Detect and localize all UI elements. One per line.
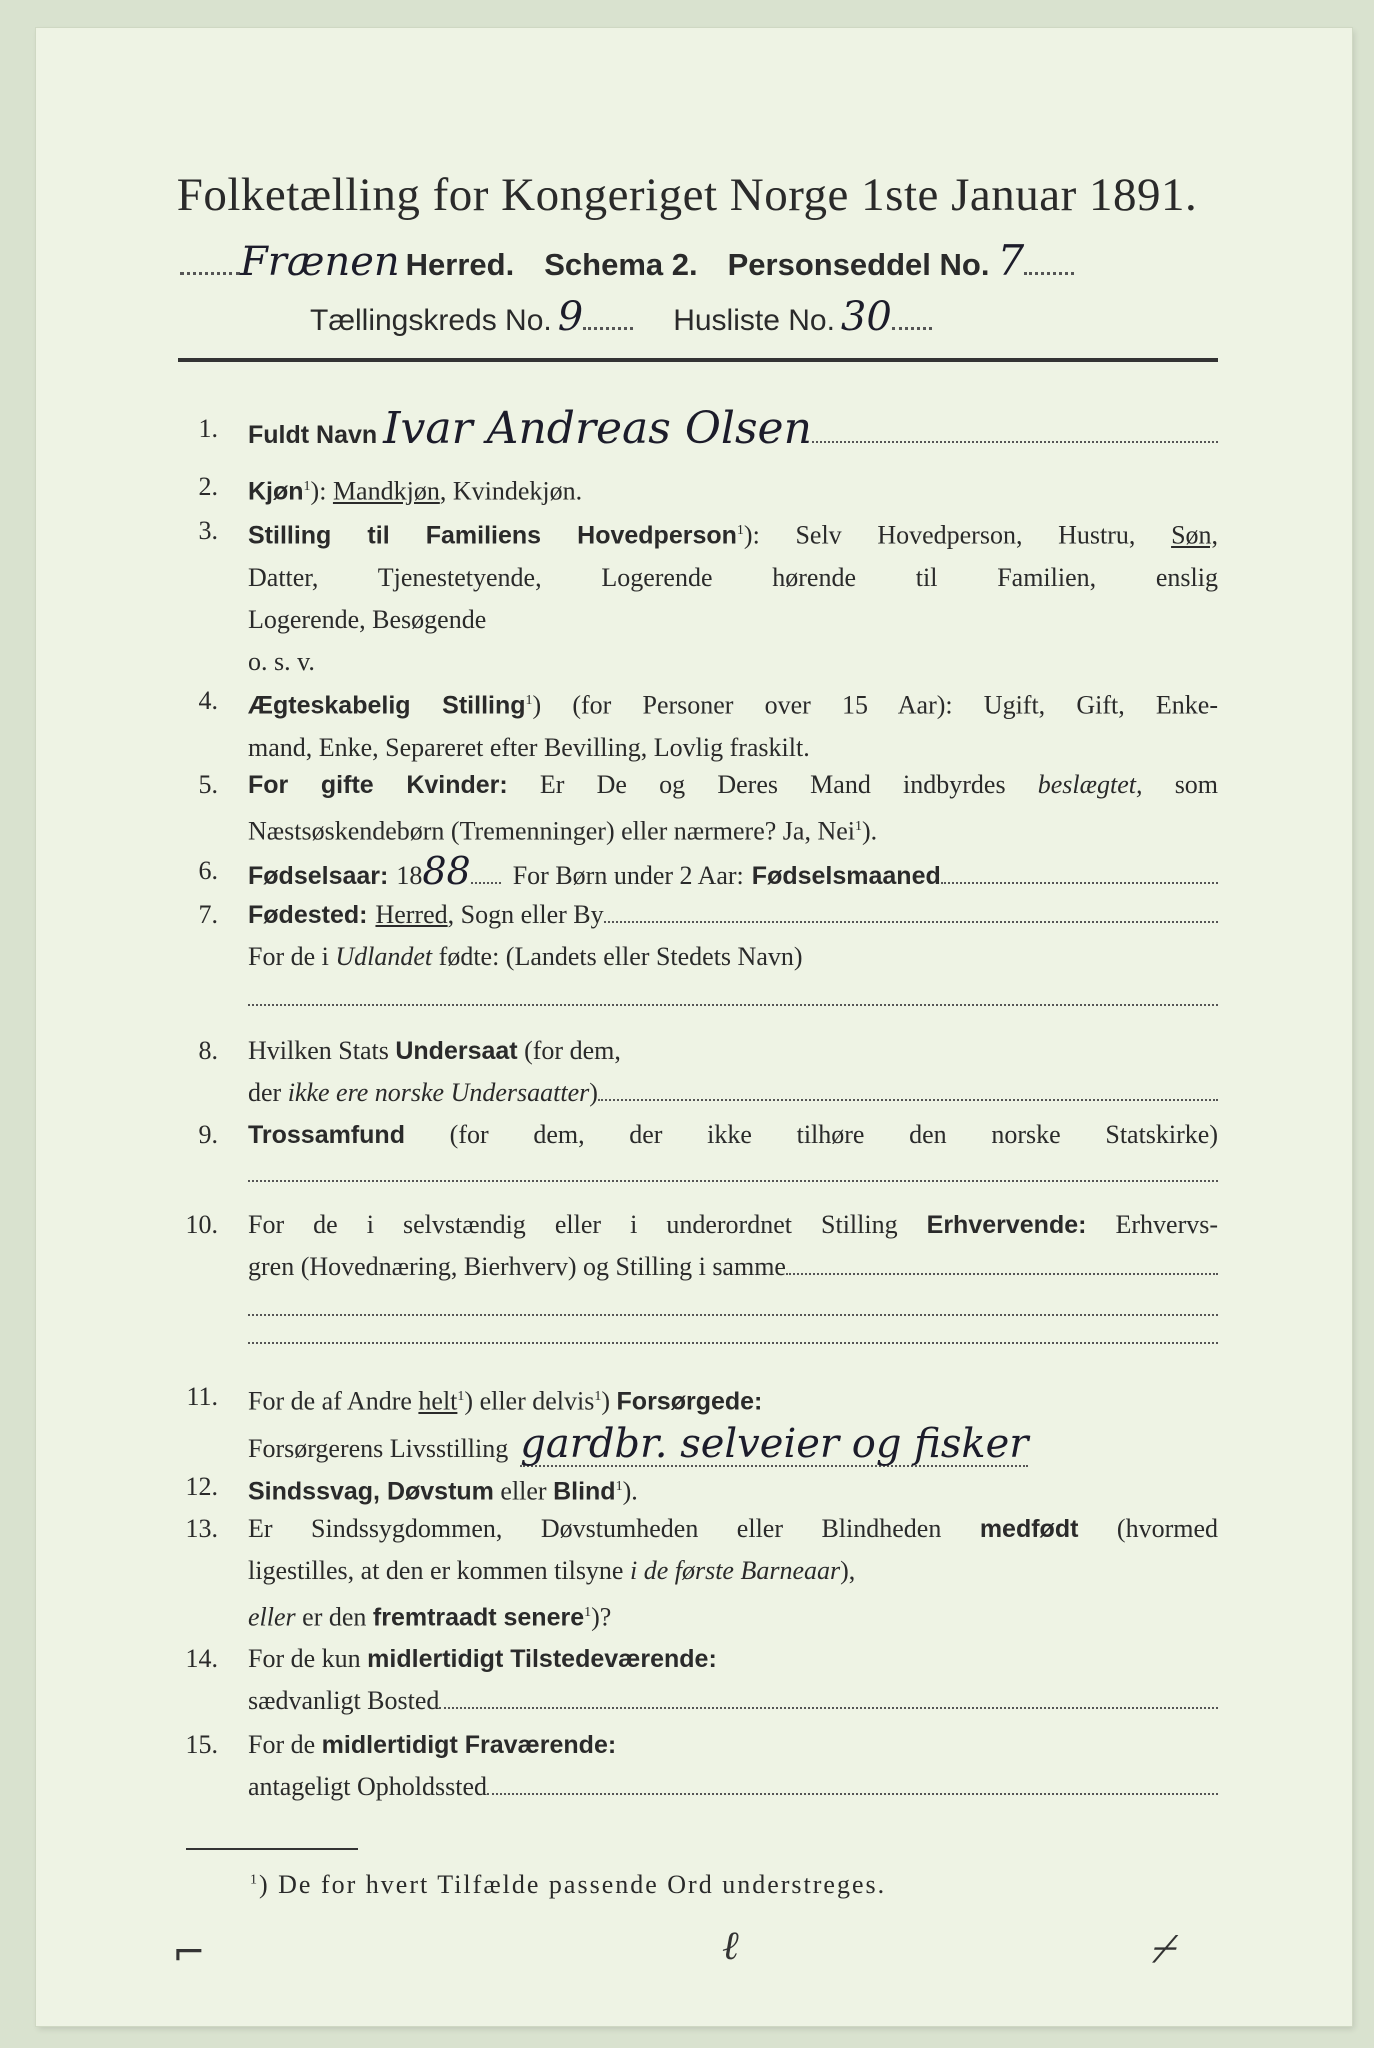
personseddel-number: 7 — [997, 236, 1025, 285]
sex-option-male: Mandkjøn — [332, 476, 440, 506]
dotted-fill — [487, 1793, 1218, 1795]
blind-label: Blind — [553, 1477, 616, 1506]
dotted-fill — [892, 321, 932, 330]
question-number: 10. — [185, 1210, 218, 1239]
probable-stay-label: antageligt Opholdssted — [248, 1772, 488, 1801]
footnote-ref: 1 — [303, 479, 311, 494]
temp-present-text: For de kun — [248, 1644, 361, 1673]
dotted-fill — [471, 882, 501, 884]
position-label: Stilling til Familiens Hovedperson — [248, 521, 737, 550]
dotted-fill — [248, 1294, 1218, 1316]
birth-month-text: For Børn under 2 Aar: — [512, 861, 744, 890]
header-line-herred — [180, 236, 1220, 285]
citizenship-text: Hvilken Stats — [248, 1036, 389, 1065]
question-number: 13. — [185, 1514, 218, 1543]
supported-option-whole: helt — [418, 1386, 458, 1416]
herred-name-handwritten: Frænen — [240, 239, 400, 285]
birth-year-prefix: 18 — [396, 861, 423, 890]
birth-month-label: Fødselsmaaned — [751, 862, 941, 890]
sex-option-female: , Kvindekjøn. — [439, 476, 583, 506]
citizenship-text-2: (for dem, — [524, 1036, 621, 1065]
dotted-fill — [248, 984, 1218, 1006]
footnote-ref: 1 — [855, 819, 862, 834]
temp-absent-label: midlertidigt Fraværende: — [321, 1731, 617, 1759]
position-text-4: o. s. v. — [248, 646, 315, 676]
husliste-number: 30 — [840, 294, 892, 340]
dotted-fill — [248, 1322, 1218, 1344]
religion-text: (for dem, der ikke tilhøre den norske Statskirke) — [449, 1120, 1219, 1149]
married-women-text-2: Næstsøskendebørn (Tremenninger) eller nærmere? Ja, Nei — [248, 816, 855, 846]
congenital-label: medfødt — [979, 1515, 1079, 1543]
position-text-2: Datter, Tjenestetyende, Logerende hørende til Familien, enslig — [248, 562, 1218, 592]
question-number: 5. — [198, 770, 218, 799]
question-number: 12. — [185, 1472, 218, 1501]
dotted-fill — [248, 1160, 1218, 1182]
marital-label: Ægteskabelig Stilling — [248, 691, 526, 720]
footnote-text: ) De for hvert Tilfælde passende Ord understreges. — [259, 1870, 887, 1899]
question-number: 14. — [185, 1644, 218, 1673]
birthplace-label: Fødested: — [248, 901, 368, 929]
married-women-end: ). — [862, 816, 878, 846]
abroad-word: Udlandet — [335, 942, 433, 971]
provider-occupation-label: Forsørgerens Livsstilling — [248, 1433, 509, 1463]
footnote-ref: 1 — [525, 693, 533, 708]
kreds-label: Tællingskreds No. — [310, 304, 552, 337]
dotted-fill — [604, 921, 1218, 923]
married-women-label: For gifte Kvinder: — [248, 771, 508, 799]
congenital-text-3: ligestilles, at den er kommen tilsyne — [248, 1556, 624, 1585]
birthplace-text: , Sogn eller By — [447, 900, 604, 929]
position-option-son: Søn, — [1171, 520, 1219, 550]
religion-label: Trossamfund — [248, 1121, 405, 1149]
citizenship-label: Undersaat — [395, 1037, 518, 1065]
personseddel-label: Personseddel No. — [727, 247, 990, 282]
occupation-label: Erhvervende: — [926, 1211, 1087, 1239]
question-number: 11. — [186, 1382, 218, 1411]
dotted-fill — [180, 266, 240, 275]
footnote-ref: 1 — [615, 1479, 623, 1494]
dotted-fill — [583, 321, 633, 330]
dotted-fill — [786, 1273, 1218, 1275]
question-number: 2. — [198, 472, 218, 501]
marital-text-2: mand, Enke, Separeret efter Bevilling, Lovlig fraskilt. — [248, 732, 810, 762]
sex-colon: ): — [310, 476, 327, 506]
supported-text-2: ) eller delvis — [464, 1386, 595, 1416]
dotted-fill — [439, 1707, 1218, 1709]
husliste-label: Husliste No. — [673, 304, 835, 337]
occupation-text-2: Erhvervs- — [1115, 1210, 1219, 1239]
header-line-kreds — [310, 294, 1110, 340]
dotted-fill — [941, 882, 1218, 884]
provider-occupation-value: gardbr. selveier og fisker — [520, 1420, 1029, 1467]
dotted-fill — [812, 441, 1218, 443]
supported-text: For de af Andre — [248, 1386, 412, 1416]
pencil-mark: ℓ — [722, 1923, 739, 1969]
position-text-3: Logerende, Besøgende — [248, 604, 487, 634]
question-number: 4. — [198, 686, 218, 715]
congenital-paren: ), — [840, 1556, 856, 1585]
question-number: 9. — [198, 1120, 218, 1149]
question-number: 15. — [185, 1730, 218, 1759]
married-women-related: beslægtet, — [1037, 770, 1143, 799]
question-number: 7. — [198, 900, 218, 929]
dotted-fill — [1024, 266, 1074, 275]
supported-label: Forsørgede: — [616, 1387, 763, 1416]
birth-year-value: 88 — [422, 849, 471, 893]
question-number: 6. — [198, 856, 218, 885]
disability-text: eller — [500, 1476, 547, 1506]
footnote-marker: 1 — [250, 1872, 259, 1888]
footnote-ref: 1 — [584, 1605, 592, 1620]
married-women-text-end: som — [1174, 770, 1219, 799]
pencil-mark: ⌐ — [172, 1930, 206, 1976]
congenital-or: eller — [248, 1602, 296, 1632]
congenital-text-2: (hvormed — [1116, 1514, 1219, 1543]
header-rule — [178, 358, 1218, 362]
citizenship-text-3: der — [248, 1078, 282, 1107]
congenital-text: Er Sindssygdommen, Døvstumheden eller Blindheden — [248, 1514, 942, 1543]
full-name-label: Fuldt Navn — [248, 421, 378, 449]
occupation-text-3: gren (Hovednæring, Bierhverv) og Stilling i samme — [248, 1252, 786, 1281]
abroad-text-2: fødte: (Landets eller Stedets Navn) — [438, 942, 803, 971]
birthplace-option-herred: Herred — [375, 900, 448, 929]
footnote-ref: 1 — [594, 1389, 602, 1404]
dotted-fill — [598, 1099, 1218, 1101]
kreds-number: 9 — [557, 294, 584, 340]
usual-residence-label: sædvanligt Bosted — [248, 1686, 440, 1715]
temp-present-label: midlertidigt Tilstedeværende: — [367, 1645, 717, 1673]
footnote-ref: 1 — [736, 523, 744, 538]
disability-label: Sindssvag, Døvstum — [248, 1477, 494, 1506]
married-women-text: Er De og Deres Mand indbyrdes — [539, 770, 1006, 799]
supported-paren: ) — [601, 1386, 611, 1416]
disability-end: ). — [622, 1476, 638, 1506]
later-onset-label: fremtraadt senere — [372, 1603, 585, 1632]
question-number: 8. — [198, 1036, 218, 1065]
citizenship-end: ) — [589, 1078, 598, 1107]
footnote — [250, 1870, 886, 1900]
full-name-value: Ivar Andreas Olsen — [383, 403, 812, 454]
pencil-mark: ⌿ — [1150, 1926, 1174, 1972]
herred-label: Herred. — [405, 247, 515, 282]
congenital-end: )? — [591, 1602, 612, 1632]
sex-label: Kjøn — [248, 477, 304, 506]
abroad-text: For de i — [248, 942, 329, 971]
schema-label: Schema 2. — [544, 247, 698, 282]
question-number: 3. — [198, 516, 218, 545]
footnote-ref: 1 — [457, 1389, 465, 1404]
occupation-text: For de i selvstændig eller i underordnet Stilling — [248, 1210, 898, 1239]
temp-absent-text: For de — [248, 1730, 316, 1759]
congenital-text-4: er den — [302, 1602, 367, 1632]
marital-text: ) (for Personer over 15 Aar): Ugift, Gift, Enke- — [532, 690, 1218, 720]
position-text: ): Selv Hovedperson, Hustru, — [743, 520, 1136, 550]
footnote-rule — [186, 1848, 358, 1850]
citizenship-italic: ikke ere norske Undersaatter — [287, 1078, 590, 1107]
birth-year-label: Fødselsaar: — [248, 862, 389, 890]
form-title: Folketælling for Kongeriget Norge 1ste Januar 1891. — [176, 169, 1198, 221]
congenital-italic: i de første Barneaar — [629, 1556, 841, 1585]
question-number: 1. — [198, 414, 218, 443]
